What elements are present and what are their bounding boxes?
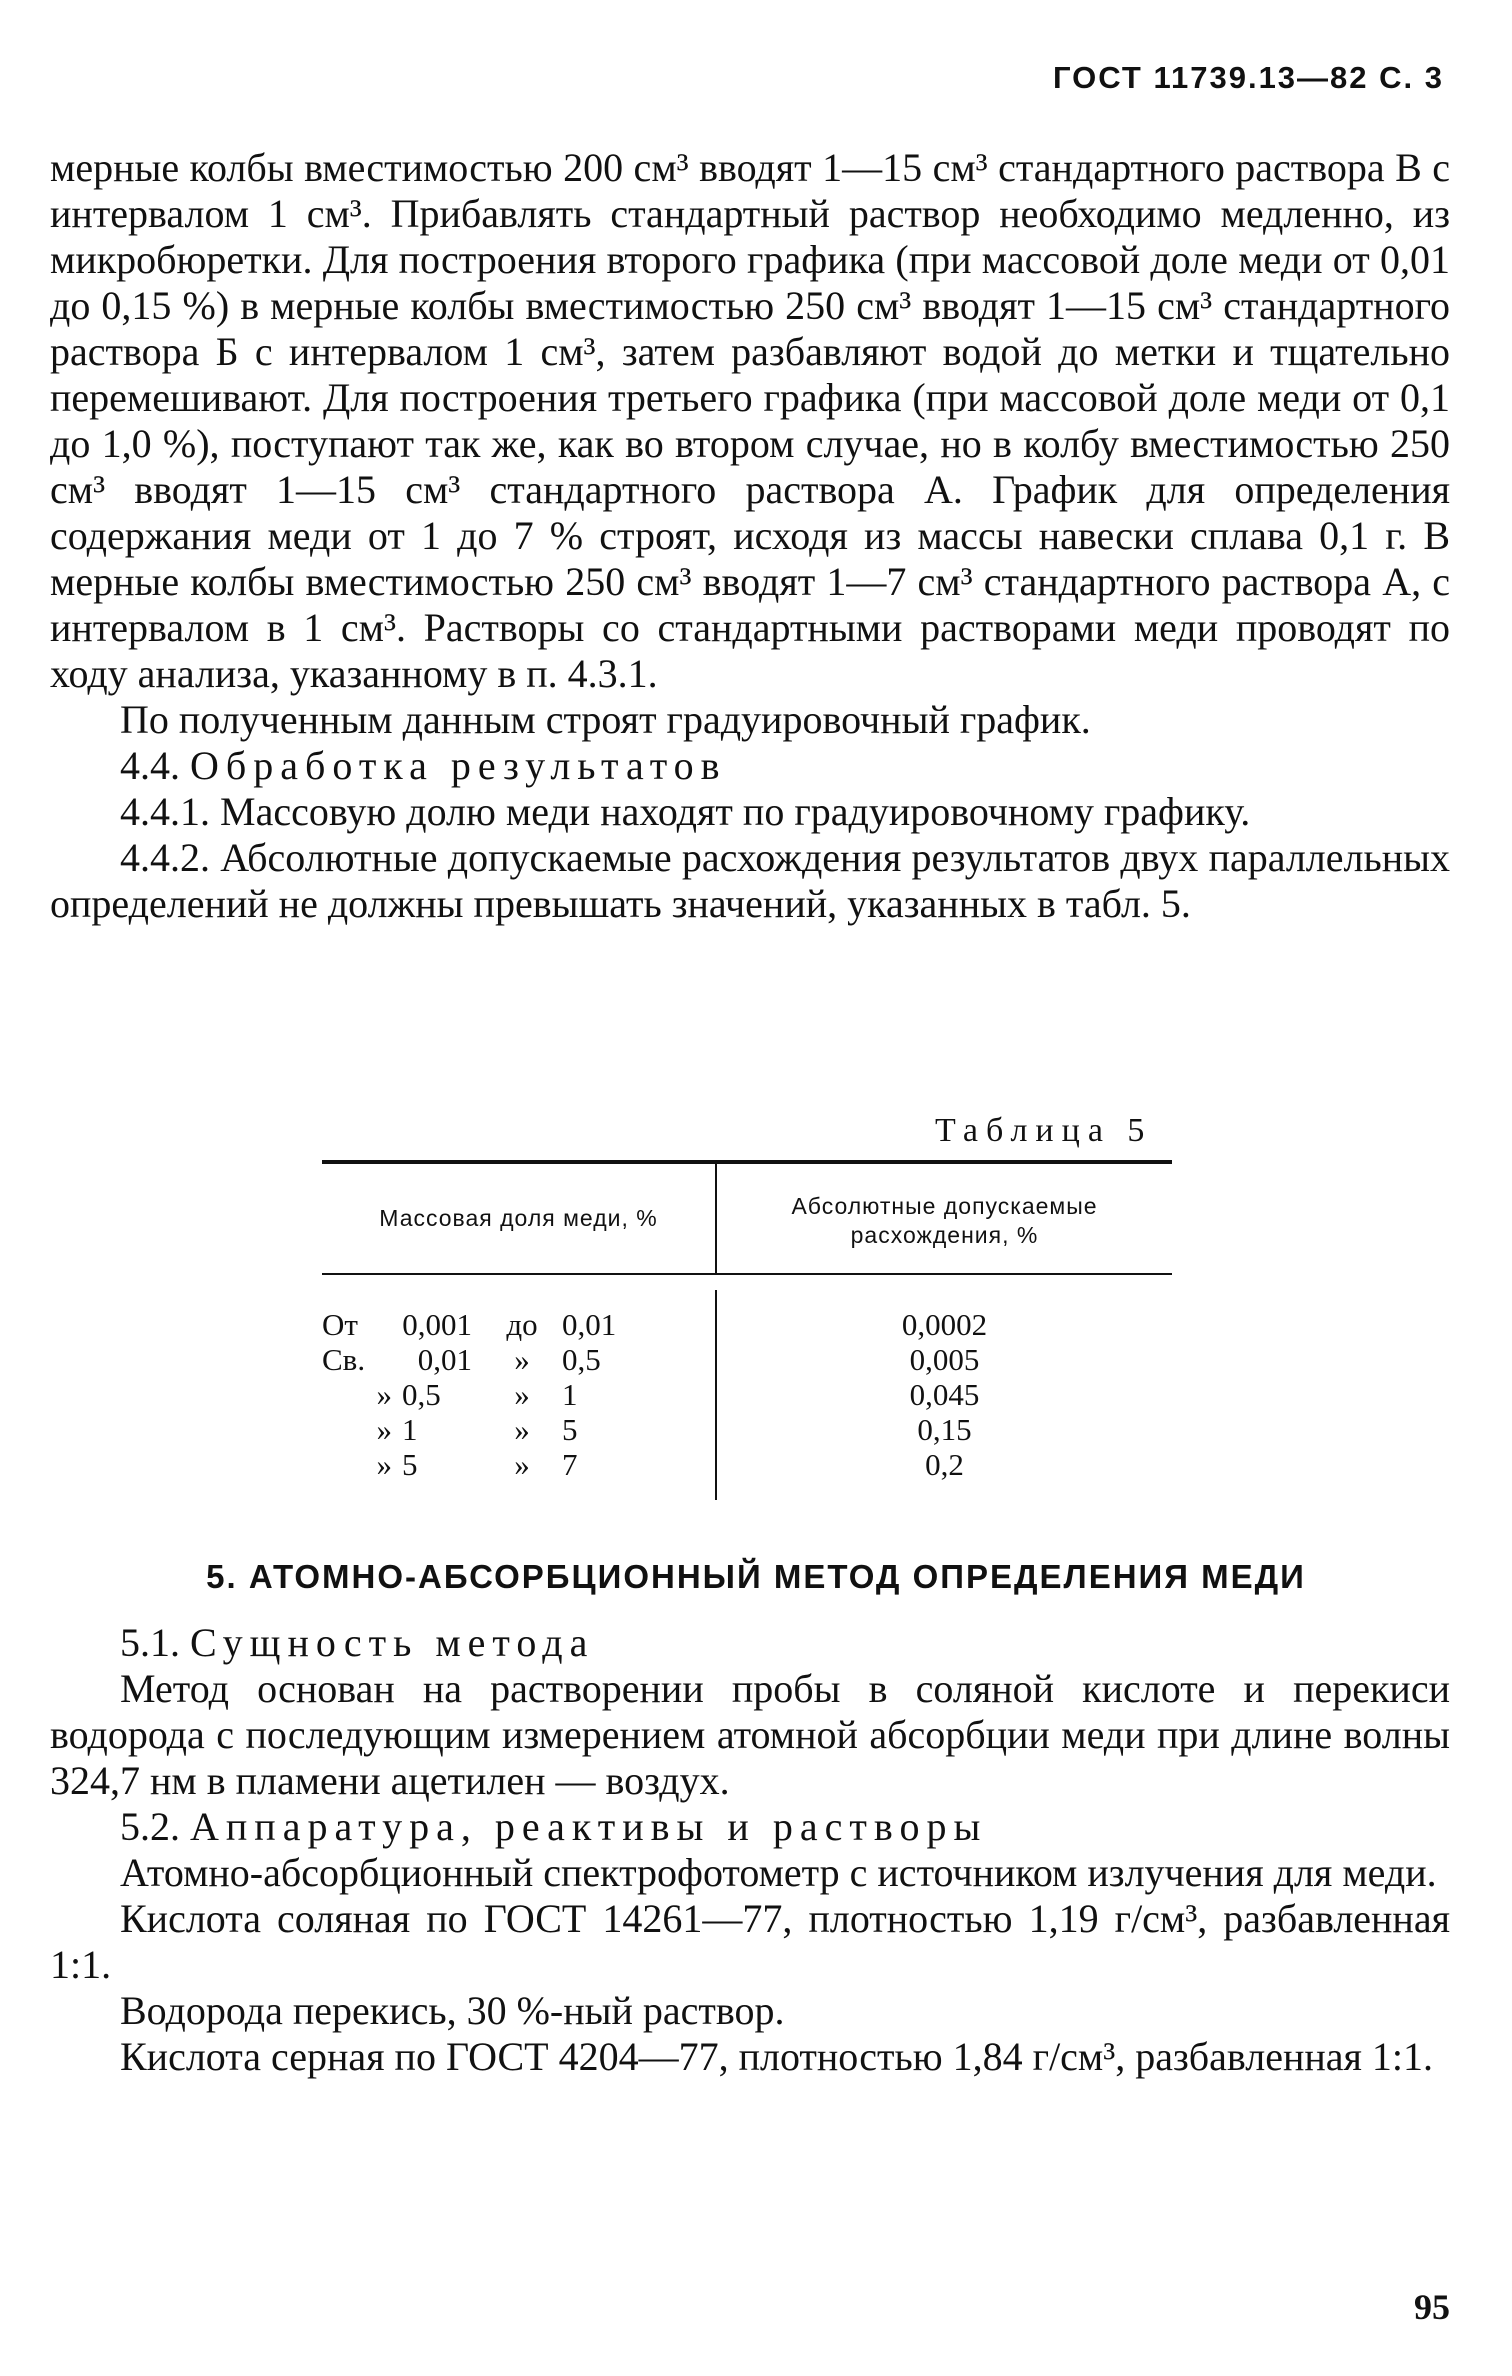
paragraph-spectrophotometer: Атомно-абсорбционный спектрофотометр с источником излучения для меди. [120,1850,1437,1895]
cell-low: 0,5 [402,1377,441,1412]
page-number: 95 [1414,2287,1450,2327]
table-row [322,1448,1172,1482]
cell-to: до [506,1307,538,1342]
heading-5-1-number: 5.1. [120,1620,180,1665]
paragraph-4-4-1: 4.4.1. Массовую долю меди находят по градуировочному графику. [120,789,1251,834]
text-block-bottom [50,1620,1450,2080]
heading-4-4-number: 4.4. [120,743,180,788]
page-header: ГОСТ 11739.13—82 С. 3 [1053,60,1444,95]
table-header-tolerance-line2: расхождения, % [850,1222,1039,1248]
cell-to: » [514,1412,530,1447]
table-5 [322,1160,1172,1500]
cell-high: 0,01 [562,1307,617,1342]
text-block-top [50,145,1450,927]
table-header-tolerance [717,1192,1172,1250]
cell-to: » [514,1447,530,1482]
heading-5-2-title: Аппаратура, реактивы и растворы [190,1804,988,1849]
table-row [322,1413,1172,1447]
cell-to: » [514,1377,530,1412]
heading-4-4 [50,743,1450,789]
paragraph-hydrochloric-acid: Кислота соляная по ГОСТ 14261—77, плотностью 1,19 г/см³, разбавленная 1:1. [50,1896,1450,1987]
heading-5-2-number: 5.2. [120,1804,180,1849]
paragraph-graph: По полученным данным строят градуировочный график. [120,697,1091,742]
cell-low: 5 [402,1447,418,1482]
cell-from: » [376,1447,392,1482]
table-top-rule [322,1160,1172,1164]
cell-high: 5 [562,1412,578,1447]
heading-5-1-title: Сущность метода [190,1620,595,1665]
table-header-rule [322,1273,1172,1275]
cell-high: 7 [562,1447,578,1482]
paragraph-sulfuric-acid: Кислота серная по ГОСТ 4204—77, плотностью 1,84 г/см³, разбавленная 1:1. [120,2034,1434,2079]
table-header-tolerance-line1: Абсолютные допускаемые [791,1193,1098,1219]
paragraph-5-1: Метод основан на растворении пробы в соляной кислоте и перекиси водорода с последующим измерением атомной абсорбции меди при длине волны 324,7 нм в пламени ацетилен — воздух. [50,1666,1450,1803]
heading-4-4-title: Обработка результатов [190,743,727,788]
heading-5-1 [50,1620,1450,1666]
cell-from: От [322,1307,358,1342]
cell-value: 0,045 [909,1377,980,1412]
cell-from: Св. [322,1342,366,1377]
paragraph-calibration: мерные колбы вместимостью 200 см³ вводят 1—15 см³ стандартного раствора В с интервалом 1 см³. Прибавлять стандартный раствор необходимо медленно, из микробюретки. Для построения второго графика (при массовой доле меди от 0,01 до 0,15 %) в мерные колбы вместимостью 250 см³ вводят 1—15 см³ стандартного раствора Б с интервалом 1 см³, затем разбавляют водой до метки и тщательно перемешивают. Для построения третьего графика (при массовой доле меди от 0,1 до 1,0 %), поступают так же, как во втором случае, но в колбу вместимостью 250 см³ вводят 1—15 см³ стандартного раствора А. График для определения содержания меди от 1 до 7 % строят, исходя из массы навески сплава 0,1 г. В мерные колбы вместимостью 250 см³ вводят 1—7 см³ стандартного раствора А, с интервалом в 1 см³. Растворы со стандартными растворами меди проводят по ходу анализа, указанному в п. 4.3.1. [50,145,1450,696]
table-caption: Таблица 5 [935,1112,1153,1149]
cell-value: 0,15 [917,1412,972,1447]
cell-low: 1 [402,1412,418,1447]
cell-value: 0,0002 [901,1307,988,1342]
cell-to: » [514,1342,530,1377]
cell-high: 0,5 [562,1342,601,1377]
cell-from: » [376,1412,392,1447]
table-row [322,1378,1172,1412]
section-5-title: 5. АТОМНО-АБСОРБЦИОННЫЙ МЕТОД ОПРЕДЕЛЕНИЯ МЕДИ [206,1558,1306,1595]
table-row [322,1308,1172,1342]
cell-high: 1 [562,1377,578,1412]
paragraph-hydrogen-peroxide: Водорода перекись, 30 %-ный раствор. [120,1988,785,2033]
table-row [322,1343,1172,1377]
heading-5-2 [50,1804,1450,1850]
cell-value: 0,005 [909,1342,980,1377]
paragraph-4-4-2: 4.4.2. Абсолютные допускаемые расхождения результатов двух параллельных определений не должны превышать значений, указанных в табл. 5. [50,835,1450,926]
cell-low: 0,001 [402,1307,472,1342]
table-header-mass-fraction: Массовая доля меди, % [379,1205,658,1231]
cell-low: 0,01 [417,1342,472,1377]
cell-value: 0,2 [925,1447,964,1482]
cell-from: » [376,1377,392,1412]
